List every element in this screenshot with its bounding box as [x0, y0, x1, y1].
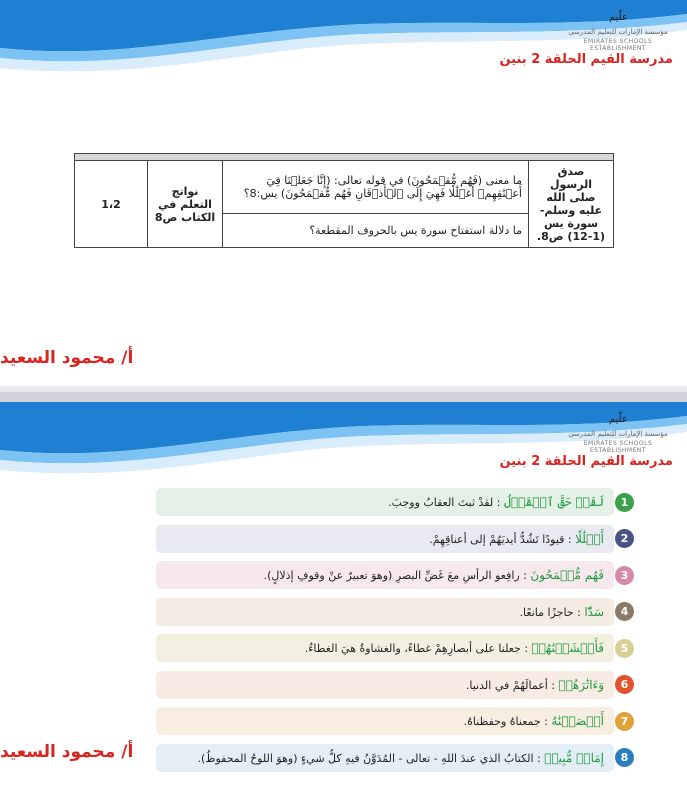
table-row	[75, 161, 614, 214]
list-item	[156, 488, 614, 516]
school-name: مدرسة القيم الحلقة 2 بنين	[499, 454, 673, 469]
logo-text-english: EMIRATES SCHOOLS ESTABLISHMENT	[583, 38, 653, 52]
item-definition: : أعمالَهُمْ في الدنيا.	[465, 678, 556, 692]
list-item	[156, 671, 614, 699]
author-name: أ/ محمود السعيد	[0, 742, 134, 762]
reference-cell: صدق الرسول صلى الله عليه وسلم- سورة يس (1-12) ص8.	[529, 161, 614, 248]
item-term: فَأَغۡشَيۡنَٰهُمۡ	[531, 641, 604, 655]
item-number-badge: 6	[615, 675, 634, 694]
slide-2	[0, 402, 687, 800]
item-definition: : قيودًا تَشُدُّ أيديَهُمْ إلى أعناقِهِمْ.	[429, 532, 572, 546]
item-definition: : جمعناهُ وحفظناهُ.	[463, 715, 548, 728]
table-header-cell	[75, 154, 614, 161]
item-definition: : جعلنا على أبصارِهِمْ غطاءً، والغشاوةُ هيَ الغطاءُ.	[304, 642, 529, 655]
list-item	[156, 561, 614, 589]
item-term: وَءَاثَٰرَهُمۡ	[558, 677, 604, 692]
footer-bar	[0, 386, 687, 392]
lesson-table	[74, 153, 614, 248]
item-number-badge: 1	[615, 493, 634, 512]
item-number-badge: 4	[615, 602, 634, 621]
item-definition: : لقدْ ثبتَ العقابُ ووجبَ.	[388, 496, 501, 509]
logo-mark: علّيم	[609, 414, 628, 425]
numbers-cell: 1،2	[75, 161, 148, 248]
list-item	[156, 744, 614, 772]
question-2-cell: ما دلالة استفتاح سورة يس بالحروف المقطعة؟	[223, 214, 529, 248]
item-number-badge: 3	[615, 566, 634, 585]
item-number-badge: 7	[615, 712, 634, 731]
vocabulary-list	[0, 402, 687, 800]
logo-text-arabic: مؤسسة الإمارات للتعليم المدرسي	[568, 430, 668, 438]
list-item	[156, 707, 614, 735]
item-term: فَهُم مُّقۡمَحُونَ	[530, 568, 604, 582]
list-item	[156, 634, 614, 662]
item-term: سَدّٗا	[584, 604, 604, 619]
item-definition: : رافِعو الرأسِ معَ غَضِّ البصرِ (وهوَ تعبيرٌ عنْ وقوفِ إذلالٍ).	[263, 569, 527, 582]
item-term: لَقَدۡ حَقَّ ٱلۡقَوۡلُ	[503, 495, 604, 509]
item-term: إِمَامٖ مُّبِينٖ	[544, 750, 604, 765]
school-name: مدرسة القيم الحلقة 2 بنين	[499, 52, 673, 67]
item-number-badge: 8	[615, 748, 634, 767]
author-name: أ/ محمود السعيد	[0, 348, 134, 368]
item-number-badge: 2	[615, 529, 634, 548]
table-header-row	[75, 154, 614, 161]
outcomes-cell: نواتج التعلم في الكتاب ص8	[148, 161, 223, 248]
item-definition: : الكتابُ الذي عندَ اللهِ - تعالى - المُدَوَّنُ فيهِ كلُّ شيءٍ (وهوَ اللوحُ المحفوظُ).	[197, 751, 541, 765]
logo-text-english: EMIRATES SCHOOLS ESTABLISHMENT	[583, 440, 653, 454]
logo-text-arabic: مؤسسة الإمارات للتعليم المدرسي	[568, 28, 668, 36]
slide-1	[0, 0, 687, 392]
list-item	[156, 525, 614, 553]
list-item	[156, 598, 614, 626]
question-1-cell: ما معنى (فَهُم مُّقۡمَحُونَ) في قوله تعالى: (إِنَّا جَعَلۡنَا فِيٓ أَعۡنَٰقِهِمۡ أَغۡلَٰلٗا فَهِيَ إِلَى ٱلۡأَذۡقَانِ فَهُم مُّقۡمَحُونَ) يس:8؟	[223, 161, 529, 214]
item-definition: : حاجزًا مانعًا.	[519, 605, 581, 619]
item-term: أَغۡلَٰلٗا	[575, 531, 604, 546]
logo-mark: علّيم	[609, 12, 628, 23]
item-number-badge: 5	[615, 639, 634, 658]
item-term: أَحۡصَيۡنَٰهُ	[551, 714, 604, 728]
logo	[563, 12, 673, 52]
